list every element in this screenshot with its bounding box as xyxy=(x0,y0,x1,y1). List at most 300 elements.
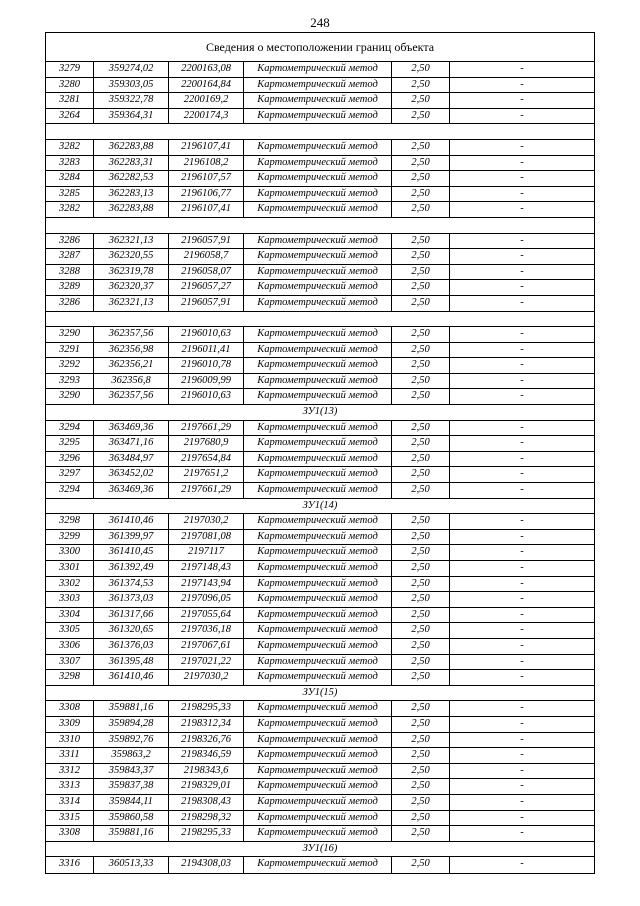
note-cell: - xyxy=(449,811,594,826)
accuracy-cell: 2,50 xyxy=(391,436,449,451)
section-separator xyxy=(46,124,594,140)
note-cell: - xyxy=(449,327,594,342)
note-cell: - xyxy=(449,795,594,810)
table-row xyxy=(46,156,594,172)
x-coordinate-cell: 361410,45 xyxy=(93,545,168,560)
x-coordinate-cell: 362357,56 xyxy=(93,389,168,404)
method-cell: Картометрический метод xyxy=(243,639,391,654)
method-cell: Картометрический метод xyxy=(243,234,391,249)
x-coordinate-cell: 359843,37 xyxy=(93,764,168,779)
accuracy-cell: 2,50 xyxy=(391,327,449,342)
y-coordinate-cell: 2198298,32 xyxy=(168,811,243,826)
table-row xyxy=(46,296,594,312)
table-row xyxy=(46,140,594,156)
point-number-cell: 3308 xyxy=(59,827,80,839)
parcel-group-header: ЗУ1(15) xyxy=(46,686,594,702)
note-cell: - xyxy=(449,296,594,311)
accuracy-cell: 2,50 xyxy=(391,171,449,186)
note-cell: - xyxy=(449,62,594,77)
note-cell: - xyxy=(449,514,594,529)
method-cell: Картометрический метод xyxy=(243,187,391,202)
x-coordinate-cell: 359837,38 xyxy=(93,779,168,794)
x-coordinate-cell: 361399,97 xyxy=(93,530,168,545)
method-cell: Картометрический метод xyxy=(243,202,391,217)
point-number-cell: 3264 xyxy=(59,109,80,121)
accuracy-cell: 2,50 xyxy=(391,561,449,576)
x-coordinate-cell: 359844,11 xyxy=(93,795,168,810)
y-coordinate-cell: 2196010,78 xyxy=(168,358,243,373)
accuracy-cell: 2,50 xyxy=(391,655,449,670)
method-cell: Картометрический метод xyxy=(243,436,391,451)
table-body xyxy=(46,62,594,873)
method-cell: Картометрический метод xyxy=(243,608,391,623)
method-cell: Картометрический метод xyxy=(243,670,391,685)
accuracy-cell: 2,50 xyxy=(391,280,449,295)
parcel-group-header: ЗУ1(13) xyxy=(46,405,594,421)
table-row xyxy=(46,826,594,842)
note-cell: - xyxy=(449,358,594,373)
note-cell: - xyxy=(449,109,594,124)
method-cell: Картометрический метод xyxy=(243,561,391,576)
point-number-cell: 3315 xyxy=(59,811,80,823)
method-cell: Картометрический метод xyxy=(243,467,391,482)
x-coordinate-cell: 361395,48 xyxy=(93,655,168,670)
table-row xyxy=(46,343,594,359)
note-cell: - xyxy=(449,234,594,249)
table-title: Сведения о местоположении границ объекта xyxy=(46,33,594,62)
note-cell: - xyxy=(449,530,594,545)
point-number-cell: 3286 xyxy=(59,296,80,308)
table-row xyxy=(46,358,594,374)
point-number-cell: 3291 xyxy=(59,343,80,355)
x-coordinate-cell: 362320,55 xyxy=(93,249,168,264)
x-coordinate-cell: 361410,46 xyxy=(93,670,168,685)
method-cell: Картометрический метод xyxy=(243,265,391,280)
x-coordinate-cell: 360513,33 xyxy=(93,857,168,873)
method-cell: Картометрический метод xyxy=(243,514,391,529)
point-number-cell: 3304 xyxy=(59,608,80,620)
method-cell: Картометрический метод xyxy=(243,701,391,716)
note-cell: - xyxy=(449,467,594,482)
table-row xyxy=(46,436,594,452)
table-row xyxy=(46,467,594,483)
table-row xyxy=(46,234,594,250)
note-cell: - xyxy=(449,187,594,202)
table-row xyxy=(46,452,594,468)
x-coordinate-cell: 362283,88 xyxy=(93,202,168,217)
x-coordinate-cell: 362356,98 xyxy=(93,343,168,358)
point-number-cell: 3301 xyxy=(59,562,80,573)
point-number-cell: 3298 xyxy=(59,671,80,683)
x-coordinate-cell: 363469,36 xyxy=(93,483,168,498)
accuracy-cell: 2,50 xyxy=(391,608,449,623)
note-cell: - xyxy=(449,343,594,358)
point-number-cell: 3290 xyxy=(59,390,80,402)
accuracy-cell: 2,50 xyxy=(391,78,449,93)
table-row xyxy=(46,639,594,655)
x-coordinate-cell: 362356,21 xyxy=(93,358,168,373)
y-coordinate-cell: 2198343,6 xyxy=(168,764,243,779)
accuracy-cell: 2,50 xyxy=(391,156,449,171)
accuracy-cell: 2,50 xyxy=(391,452,449,467)
y-coordinate-cell: 2197081,08 xyxy=(168,530,243,545)
x-coordinate-cell: 359881,16 xyxy=(93,701,168,716)
y-coordinate-cell: 2198346,59 xyxy=(168,748,243,763)
y-coordinate-cell: 2198329,01 xyxy=(168,779,243,794)
y-coordinate-cell: 2197030,2 xyxy=(168,514,243,529)
note-cell: - xyxy=(449,826,594,841)
parcel-group-header: ЗУ1(16) xyxy=(46,842,594,858)
accuracy-cell: 2,50 xyxy=(391,358,449,373)
y-coordinate-cell: 2200163,08 xyxy=(168,62,243,77)
y-coordinate-cell: 2198326,76 xyxy=(168,733,243,748)
accuracy-cell: 2,50 xyxy=(391,483,449,498)
x-coordinate-cell: 362356,8 xyxy=(93,374,168,389)
note-cell: - xyxy=(449,717,594,732)
table-row xyxy=(46,701,594,717)
note-cell: - xyxy=(449,265,594,280)
table-row xyxy=(46,623,594,639)
point-number-cell: 3305 xyxy=(59,624,80,636)
accuracy-cell: 2,50 xyxy=(391,623,449,638)
method-cell: Картометрический метод xyxy=(243,374,391,389)
accuracy-cell: 2,50 xyxy=(391,202,449,217)
point-number-cell: 3308 xyxy=(59,702,80,714)
y-coordinate-cell: 2200164,84 xyxy=(168,78,243,93)
y-coordinate-cell: 2196106,77 xyxy=(168,187,243,202)
note-cell: - xyxy=(449,764,594,779)
point-number-cell: 3310 xyxy=(59,733,80,745)
point-number-cell: 3297 xyxy=(59,468,80,480)
table-row xyxy=(46,249,594,265)
note-cell: - xyxy=(449,436,594,451)
x-coordinate-cell: 362283,13 xyxy=(93,187,168,202)
table-row xyxy=(46,327,594,343)
table-row xyxy=(46,202,594,218)
table-row xyxy=(46,670,594,686)
method-cell: Картометрический метод xyxy=(243,93,391,108)
method-cell: Картометрический метод xyxy=(243,764,391,779)
method-cell: Картометрический метод xyxy=(243,78,391,93)
x-coordinate-cell: 359303,05 xyxy=(93,78,168,93)
note-cell: - xyxy=(449,156,594,171)
note-cell: - xyxy=(449,592,594,607)
point-number-cell: 3283 xyxy=(59,156,80,168)
x-coordinate-cell: 362357,56 xyxy=(93,327,168,342)
x-coordinate-cell: 363469,36 xyxy=(93,421,168,436)
method-cell: Картометрический метод xyxy=(243,327,391,342)
y-coordinate-cell: 2197117 xyxy=(168,545,243,560)
y-coordinate-cell: 2196011,41 xyxy=(168,343,243,358)
y-coordinate-cell: 2197143,94 xyxy=(168,577,243,592)
y-coordinate-cell: 2197651,2 xyxy=(168,467,243,482)
y-coordinate-cell: 2196107,57 xyxy=(168,171,243,186)
point-number-cell: 3289 xyxy=(59,281,80,293)
note-cell: - xyxy=(449,93,594,108)
method-cell: Картометрический метод xyxy=(243,779,391,794)
y-coordinate-cell: 2197096,05 xyxy=(168,592,243,607)
table-row xyxy=(46,93,594,109)
accuracy-cell: 2,50 xyxy=(391,249,449,264)
table-row xyxy=(46,171,594,187)
y-coordinate-cell: 2197067,61 xyxy=(168,639,243,654)
y-coordinate-cell: 2198295,33 xyxy=(168,701,243,716)
x-coordinate-cell: 362321,13 xyxy=(93,234,168,249)
x-coordinate-cell: 362283,88 xyxy=(93,140,168,155)
accuracy-cell: 2,50 xyxy=(391,670,449,685)
accuracy-cell: 2,50 xyxy=(391,389,449,404)
accuracy-cell: 2,50 xyxy=(391,545,449,560)
y-coordinate-cell: 2198295,33 xyxy=(168,826,243,841)
page-number: 248 xyxy=(310,15,330,30)
x-coordinate-cell: 359274,02 xyxy=(93,62,168,77)
y-coordinate-cell: 2197661,29 xyxy=(168,483,243,498)
accuracy-cell: 2,50 xyxy=(391,140,449,155)
point-number-cell: 3294 xyxy=(59,484,80,496)
table-row xyxy=(46,62,594,78)
x-coordinate-cell: 361374,53 xyxy=(93,577,168,592)
x-coordinate-cell: 362319,78 xyxy=(93,265,168,280)
method-cell: Картометрический метод xyxy=(243,358,391,373)
y-coordinate-cell: 2196058,07 xyxy=(168,265,243,280)
accuracy-cell: 2,50 xyxy=(391,530,449,545)
note-cell: - xyxy=(449,171,594,186)
method-cell: Картометрический метод xyxy=(243,421,391,436)
table-row xyxy=(46,811,594,827)
y-coordinate-cell: 2197036,18 xyxy=(168,623,243,638)
x-coordinate-cell: 362320,37 xyxy=(93,280,168,295)
method-cell: Картометрический метод xyxy=(243,717,391,732)
point-number-cell: 3296 xyxy=(59,452,80,464)
method-cell: Картометрический метод xyxy=(243,280,391,295)
accuracy-cell: 2,50 xyxy=(391,296,449,311)
method-cell: Картометрический метод xyxy=(243,249,391,264)
accuracy-cell: 2,50 xyxy=(391,701,449,716)
note-cell: - xyxy=(449,779,594,794)
parcel-group-header: ЗУ1(14) xyxy=(46,499,594,515)
note-cell: - xyxy=(449,623,594,638)
x-coordinate-cell: 359863,2 xyxy=(93,748,168,763)
point-number-cell: 3302 xyxy=(59,577,80,589)
section-separator xyxy=(46,312,594,328)
point-number-cell: 3309 xyxy=(59,717,80,729)
table-row xyxy=(46,561,594,577)
point-number-cell: 3299 xyxy=(59,530,80,542)
table-row xyxy=(46,655,594,671)
note-cell: - xyxy=(449,670,594,685)
table-row xyxy=(46,857,594,873)
point-number-cell: 3298 xyxy=(59,515,80,527)
note-cell: - xyxy=(449,374,594,389)
table-row xyxy=(46,389,594,405)
y-coordinate-cell: 2197030,2 xyxy=(168,670,243,685)
table-row xyxy=(46,592,594,608)
note-cell: - xyxy=(449,748,594,763)
accuracy-cell: 2,50 xyxy=(391,265,449,280)
x-coordinate-cell: 363452,02 xyxy=(93,467,168,482)
method-cell: Картометрический метод xyxy=(243,748,391,763)
method-cell: Картометрический метод xyxy=(243,140,391,155)
note-cell: - xyxy=(449,389,594,404)
x-coordinate-cell: 359894,28 xyxy=(93,717,168,732)
accuracy-cell: 2,50 xyxy=(391,826,449,841)
accuracy-cell: 2,50 xyxy=(391,514,449,529)
note-cell: - xyxy=(449,140,594,155)
accuracy-cell: 2,50 xyxy=(391,639,449,654)
table-row xyxy=(46,530,594,546)
x-coordinate-cell: 359364,31 xyxy=(93,109,168,124)
accuracy-cell: 2,50 xyxy=(391,779,449,794)
y-coordinate-cell: 2196108,2 xyxy=(168,156,243,171)
x-coordinate-cell: 359881,16 xyxy=(93,826,168,841)
method-cell: Картометрический метод xyxy=(243,795,391,810)
point-number-cell: 3312 xyxy=(59,764,80,776)
method-cell: Картометрический метод xyxy=(243,109,391,124)
y-coordinate-cell: 2196107,41 xyxy=(168,140,243,155)
y-coordinate-cell: 2196010,63 xyxy=(168,327,243,342)
note-cell: - xyxy=(449,452,594,467)
y-coordinate-cell: 2198312,34 xyxy=(168,717,243,732)
method-cell: Картометрический метод xyxy=(243,545,391,560)
point-number-cell: 3279 xyxy=(59,63,80,74)
note-cell: - xyxy=(449,561,594,576)
y-coordinate-cell: 2197654,84 xyxy=(168,452,243,467)
note-cell: - xyxy=(449,577,594,592)
accuracy-cell: 2,50 xyxy=(391,343,449,358)
note-cell: - xyxy=(449,733,594,748)
x-coordinate-cell: 361373,03 xyxy=(93,592,168,607)
point-number-cell: 3288 xyxy=(59,265,80,277)
point-number-cell: 3282 xyxy=(59,140,80,152)
y-coordinate-cell: 2196010,63 xyxy=(168,389,243,404)
method-cell: Картометрический метод xyxy=(243,577,391,592)
note-cell: - xyxy=(449,857,594,873)
accuracy-cell: 2,50 xyxy=(391,592,449,607)
y-coordinate-cell: 2196057,27 xyxy=(168,280,243,295)
note-cell: - xyxy=(449,421,594,436)
table-row xyxy=(46,577,594,593)
y-coordinate-cell: 2196107,41 xyxy=(168,202,243,217)
note-cell: - xyxy=(449,249,594,264)
point-number-cell: 3280 xyxy=(59,78,80,90)
method-cell: Картометрический метод xyxy=(243,452,391,467)
section-separator xyxy=(46,218,594,234)
accuracy-cell: 2,50 xyxy=(391,234,449,249)
accuracy-cell: 2,50 xyxy=(391,467,449,482)
method-cell: Картометрический метод xyxy=(243,592,391,607)
table-row xyxy=(46,265,594,281)
method-cell: Картометрический метод xyxy=(243,530,391,545)
x-coordinate-cell: 362282,53 xyxy=(93,171,168,186)
point-number-cell: 3290 xyxy=(59,328,80,340)
y-coordinate-cell: 2197661,29 xyxy=(168,421,243,436)
table-row xyxy=(46,421,594,437)
table-row xyxy=(46,109,594,125)
note-cell: - xyxy=(449,655,594,670)
y-coordinate-cell: 2197680,9 xyxy=(168,436,243,451)
y-coordinate-cell: 2196058,7 xyxy=(168,249,243,264)
accuracy-cell: 2,50 xyxy=(391,748,449,763)
point-number-cell: 3287 xyxy=(59,250,80,262)
accuracy-cell: 2,50 xyxy=(391,62,449,77)
note-cell: - xyxy=(449,202,594,217)
table-row xyxy=(46,280,594,296)
note-cell: - xyxy=(449,78,594,93)
x-coordinate-cell: 361376,03 xyxy=(93,639,168,654)
y-coordinate-cell: 2200174,3 xyxy=(168,109,243,124)
accuracy-cell: 2,50 xyxy=(391,109,449,124)
table-row xyxy=(46,608,594,624)
point-number-cell: 3300 xyxy=(59,546,80,558)
point-number-cell: 3316 xyxy=(59,858,80,870)
method-cell: Картометрический метод xyxy=(243,623,391,638)
boundary-coordinates-table xyxy=(45,32,595,874)
x-coordinate-cell: 359892,76 xyxy=(93,733,168,748)
y-coordinate-cell: 2198308,43 xyxy=(168,795,243,810)
note-cell: - xyxy=(449,701,594,716)
x-coordinate-cell: 363484,97 xyxy=(93,452,168,467)
point-number-cell: 3311 xyxy=(59,749,80,761)
method-cell: Картометрический метод xyxy=(243,62,391,77)
method-cell: Картометрический метод xyxy=(243,389,391,404)
y-coordinate-cell: 2197021,22 xyxy=(168,655,243,670)
point-number-cell: 3314 xyxy=(59,795,80,807)
y-coordinate-cell: 2196009,99 xyxy=(168,374,243,389)
point-number-cell: 3307 xyxy=(59,655,80,667)
accuracy-cell: 2,50 xyxy=(391,733,449,748)
point-number-cell: 3294 xyxy=(59,421,80,433)
note-cell: - xyxy=(449,280,594,295)
table-row xyxy=(46,545,594,561)
table-row xyxy=(46,795,594,811)
point-number-cell: 3284 xyxy=(59,172,80,184)
point-number-cell: 3286 xyxy=(59,234,80,246)
accuracy-cell: 2,50 xyxy=(391,187,449,202)
accuracy-cell: 2,50 xyxy=(391,795,449,810)
x-coordinate-cell: 361410,46 xyxy=(93,514,168,529)
accuracy-cell: 2,50 xyxy=(391,374,449,389)
accuracy-cell: 2,50 xyxy=(391,857,449,873)
x-coordinate-cell: 362283,31 xyxy=(93,156,168,171)
accuracy-cell: 2,50 xyxy=(391,811,449,826)
table-row xyxy=(46,483,594,499)
point-number-cell: 3285 xyxy=(59,187,80,199)
table-row xyxy=(46,748,594,764)
note-cell: - xyxy=(449,483,594,498)
y-coordinate-cell: 2194308,03 xyxy=(168,857,243,873)
method-cell: Картометрический метод xyxy=(243,483,391,498)
x-coordinate-cell: 361392,49 xyxy=(93,561,168,576)
accuracy-cell: 2,50 xyxy=(391,717,449,732)
method-cell: Картометрический метод xyxy=(243,156,391,171)
point-number-cell: 3313 xyxy=(59,780,80,792)
point-number-cell: 3293 xyxy=(59,374,80,386)
table-row xyxy=(46,374,594,390)
point-number-cell: 3292 xyxy=(59,359,80,371)
note-cell: - xyxy=(449,545,594,560)
accuracy-cell: 2,50 xyxy=(391,577,449,592)
table-row xyxy=(46,779,594,795)
point-number-cell: 3306 xyxy=(59,639,80,651)
point-number-cell: 3281 xyxy=(59,94,80,106)
y-coordinate-cell: 2200169,2 xyxy=(168,93,243,108)
accuracy-cell: 2,50 xyxy=(391,764,449,779)
x-coordinate-cell: 361320,65 xyxy=(93,623,168,638)
x-coordinate-cell: 359322,78 xyxy=(93,93,168,108)
point-number-cell: 3303 xyxy=(59,593,80,605)
note-cell: - xyxy=(449,608,594,623)
table-row xyxy=(46,187,594,203)
